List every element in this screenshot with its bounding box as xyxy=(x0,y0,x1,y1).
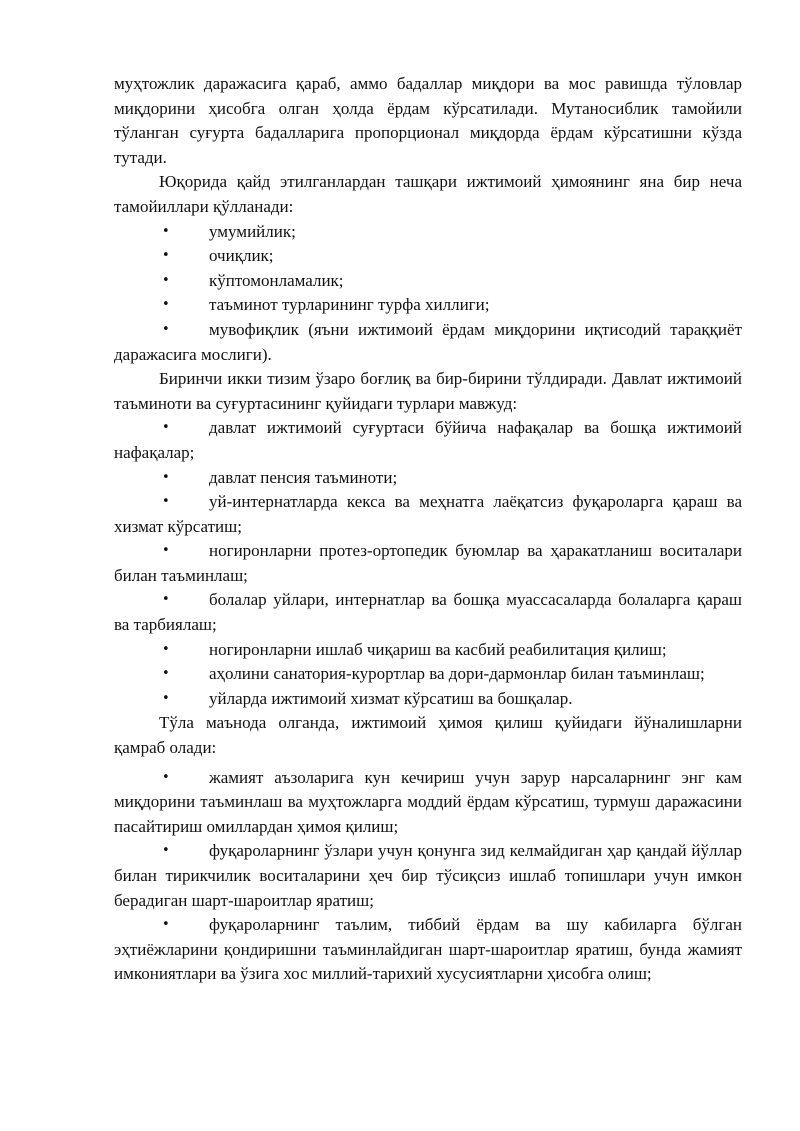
bullet-item xyxy=(114,416,742,465)
paragraph: Тўла маънода олганда, ижтимоий ҳимоя қилиш қуйидаги йўналишларни қамраб олади: xyxy=(114,713,742,758)
bullet-text: жамият аъзоларига кун кечириш учун зарур нарсаларнинг энг кам миқдорини таъминлаш ва муҳтожларга моддий ёрдам кўрсатиш, турмуш даражасини пасайтириш омиллардан ҳимоя қилиш; xyxy=(114,767,742,836)
paragraph: Биринчи икки тизим ўзаро боғлиқ ва бир-бирини тўлдиради. Давлат ижтимоий таъминоти ва суғуртасининг қуйидаги турлари мавжуд: xyxy=(114,369,742,413)
bullet-item xyxy=(114,839,742,913)
bullet-text: фуқароларнинг таълим, тиббий ёрдам ва шу кабиларга бўлган эҳтиёжларини қондиришни таъминлайдиган шарт-шароитлар яратиш, бунда жамият имкониятлари ва ўзига хос миллий-тарихий хусусиятларни ҳисобга олиш; xyxy=(114,915,742,984)
bullet-icon: • xyxy=(162,641,170,657)
bullet-item xyxy=(114,490,742,539)
bullet-icon: • xyxy=(162,592,170,608)
bullet-icon: • xyxy=(162,666,170,682)
bullet-text: уй-интернатларда кекса ва меҳнатга лаёқатсиз фуқароларга қараш ва хизмат кўрсатиш; xyxy=(114,492,742,536)
bullet-item xyxy=(114,244,742,269)
bullet-icon: • xyxy=(162,494,170,510)
bullet-item xyxy=(114,318,742,367)
bullet-text: давлат ижтимоий суғуртаси бўйича нафақалар ва бошқа ижтимоий нафақалар; xyxy=(114,418,742,462)
bullet-item xyxy=(114,293,742,318)
bullet-item xyxy=(114,220,742,245)
bullet-icon: • xyxy=(162,469,170,485)
bullet-icon: • xyxy=(162,248,170,264)
bullet-text: фуқароларнинг ўзлари учун қонунга зид келмайдиган ҳар қандай йўллар билан тирикчилик воситаларини ҳеч бир тўсиқсиз ишлаб топишлари учун имкон берадиган шарт-шароитлар яратиш; xyxy=(114,841,742,910)
bullet-icon: • xyxy=(162,321,170,337)
bullet-item xyxy=(114,588,742,637)
bullet-icon: • xyxy=(162,690,170,706)
paragraph: муҳтожлик даражасига қараб, аммо бадаллар миқдори ва мос равишда тўловлар миқдорини ҳисобга олган ҳолда ёрдам кўрсатилади. Мутаносиблик тамойили тўланган суғурта бадалларига пропорционал миқдорда ёрдам кўрсатишни кўзда тутади. xyxy=(114,74,742,167)
bullet-item xyxy=(114,662,742,687)
bullet-item xyxy=(114,913,742,987)
document-page xyxy=(114,72,742,987)
bullet-text: аҳолини санатория-курортлар ва дори-дармонлар билан таъминлаш; xyxy=(209,664,705,684)
bullet-item xyxy=(114,539,742,588)
bullet-icon: • xyxy=(162,223,170,239)
bullet-icon: • xyxy=(162,769,170,785)
bullet-text: уйларда ижтимоий хизмат кўрсатиш ва бошқалар. xyxy=(209,688,573,708)
bullet-text: давлат пенсия таъминоти; xyxy=(209,467,398,487)
bullet-icon: • xyxy=(162,543,170,559)
bullet-icon: • xyxy=(162,420,170,436)
bullet-item xyxy=(114,269,742,294)
bullet-item xyxy=(114,766,742,840)
bullet-item xyxy=(114,638,742,663)
bullet-text: мувофиқлик (яъни ижтимоий ёрдам миқдорини иқтисодий тараққиёт даражасига мослиги). xyxy=(114,319,742,364)
paragraph: Юқорида қайд этилганлардан ташқари ижтимоий ҳимоянинг яна бир неча тамойиллари қўлланади: xyxy=(114,172,742,216)
bullet-icon: • xyxy=(162,272,170,288)
bullet-item xyxy=(114,687,742,712)
bullet-text: умумийлик; xyxy=(209,221,296,241)
bullet-text: таъминот турларининг турфа хиллиги; xyxy=(209,295,490,315)
bullet-text: ногиронларни протез-ортопедик буюмлар ва ҳаракатланиш воситалари билан таъминлаш; xyxy=(114,541,742,585)
bullet-text: ногиронларни ишлаб чиқариш ва касбий реабилитация қилиш; xyxy=(209,639,667,659)
bullet-text: очиқлик; xyxy=(209,246,274,266)
bullet-text: кўптомонламалик; xyxy=(209,270,344,290)
bullet-icon: • xyxy=(162,917,170,933)
bullet-icon: • xyxy=(162,297,170,313)
bullet-icon: • xyxy=(162,843,170,859)
bullet-item xyxy=(114,466,742,491)
bullet-text: болалар уйлари, интернатлар ва бошқа муассасаларда болаларга қараш ва тарбиялаш; xyxy=(114,590,742,635)
